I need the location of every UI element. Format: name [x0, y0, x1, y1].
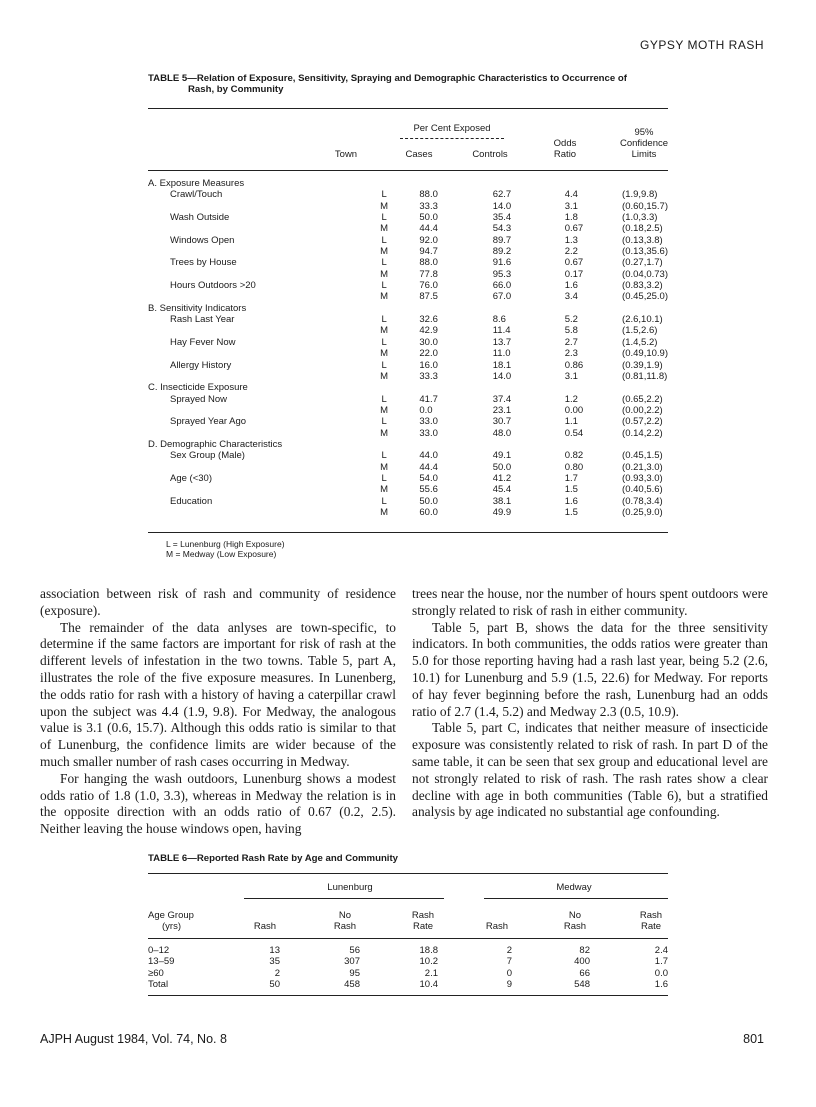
table5-cell-ci: (0.93,3.0) — [622, 472, 663, 484]
table5-cell-odds-ratio: 1.7 — [564, 472, 578, 484]
table5-cell-ci: (0.83,3.2) — [622, 280, 663, 292]
table5-top-rule — [148, 108, 668, 109]
table6-bottom-rule — [148, 995, 668, 996]
table5-cell-odds-ratio: 3.4 — [564, 291, 578, 303]
table5-cell-odds-ratio: 4.4 — [564, 189, 578, 201]
table5-cell-odds-ratio: 0.80 — [564, 461, 584, 473]
table5-cell-town: L — [381, 450, 387, 462]
table6-cell-l-rash: 13 — [269, 945, 280, 956]
table5-section-row — [148, 382, 668, 393]
table5-cell-ci: (0.60,15.7) — [622, 200, 668, 212]
table5-row — [148, 235, 668, 246]
table5-footnote-m: M = Medway (Low Exposure) — [166, 549, 277, 559]
table5-row — [148, 337, 668, 348]
table5-cell-label: Sprayed Year Ago — [170, 416, 247, 428]
table5-cell-label: Sex Group (Male) — [170, 450, 245, 462]
table5-cell-controls: 89.2 — [492, 246, 512, 258]
table5-cell-label — [148, 371, 351, 382]
table5-cell-label — [148, 405, 351, 416]
table5-header-ratio: Ratio — [553, 149, 577, 160]
table5-cell-label — [148, 325, 351, 336]
footer-citation: AJPH August 1984, Vol. 74, No. 8 — [40, 1032, 227, 1046]
table5-cell-cases — [417, 178, 466, 189]
table5-cell-controls: 30.7 — [492, 416, 512, 428]
table6-cell-m-rate: 1.7 — [654, 956, 668, 968]
table5-cell-label — [148, 462, 351, 473]
table5-cell-controls: 54.3 — [492, 223, 512, 235]
table5-cell-odds-ratio: 2.3 — [564, 348, 578, 360]
table5-header-town: Town — [334, 149, 358, 160]
table6-cell-m-rash: 0 — [506, 967, 512, 979]
table5-row — [148, 212, 668, 223]
table5-cell-controls — [467, 303, 561, 314]
table5-cell-label — [148, 507, 351, 518]
table5-cell-town: L — [381, 472, 387, 484]
table6-cell-l-rate: 2.1 — [424, 967, 438, 979]
table5-cell-controls: 35.4 — [492, 212, 512, 224]
table5-cell-controls: 14.0 — [492, 370, 512, 382]
table5-cell-cases: 77.8 — [419, 268, 438, 280]
table5-cell-cases: 41.7 — [419, 393, 438, 405]
table5-cell-label: B. Sensitivity Indicators — [148, 302, 247, 314]
table5-cell-cases: 0.0 — [419, 404, 433, 416]
table5-cell-ci: (0.45,25.0) — [622, 291, 668, 303]
table5-cell-ci: (0.81,11.8) — [622, 370, 668, 382]
table6-row — [148, 945, 668, 956]
table5 — [148, 178, 668, 518]
table5-cell-odds-ratio: 0.54 — [564, 427, 584, 439]
table5-cell-ci: (0.40,5.6) — [622, 484, 663, 496]
table6-cell-l-no: 95 — [349, 967, 360, 979]
table6-cell-m-no: 400 — [574, 956, 590, 968]
table5-cell-town: M — [380, 200, 389, 212]
table5-footnote-l: L = Lunenburg (High Exposure) — [166, 539, 285, 549]
table5-cell-town: M — [380, 246, 389, 258]
table5-cell-odds-ratio: 0.67 — [564, 257, 584, 269]
table5-cell-town: M — [380, 325, 389, 337]
table5-cell-ci: (0.04,0.73) — [622, 268, 668, 280]
table6-header-l-rash-rate-2: Rate — [412, 921, 434, 932]
table5-cell-ci: (0.65,2.2) — [622, 393, 663, 405]
table5-cell-odds-ratio: 2.7 — [564, 336, 578, 348]
table5-cell-ci: (0.18,2.5) — [622, 223, 663, 235]
table5-header-rule — [148, 170, 668, 171]
table5-cell-controls: 66.0 — [492, 280, 512, 292]
table5-cell-label: Allergy History — [170, 359, 232, 371]
table6-cell-age: 13–59 — [148, 956, 175, 968]
table5-row — [148, 348, 668, 359]
table5-cell-label — [148, 246, 351, 257]
table5-cell-ci: (1.5,2.6) — [622, 325, 658, 337]
table5-cell-town: M — [380, 506, 389, 518]
table5-cell-odds-ratio: 0.86 — [564, 359, 584, 371]
table6-header-m-rash-rate-2: Rate — [640, 921, 662, 932]
table5-cell-controls: 11.4 — [492, 325, 511, 337]
table5-cell-odds-ratio: 3.1 — [564, 200, 578, 212]
table6-row — [148, 968, 668, 979]
table5-cell-ci: (0.57,2.2) — [622, 416, 663, 428]
table5-header-ci1: 95% — [634, 127, 654, 138]
table5-cell-controls: 13.7 — [492, 336, 512, 348]
body-paragraph: Table 5, part B, shows the data for the three sensitivity indicators. In both communities, the odds ratios were greater than 5.0 for those reporting having had a rash last year, being 5.2 (2.6, 10.1) for Lunenburg and 5.9 (1.5, 22.6) for Medway. For reports of hay fever beginning before the rash, Lunenburg had an odds ratio of 2.7 (1.4, 5.2) and Medway 2.3 (0.5, 10.9). — [412, 619, 768, 719]
table6-cell-l-rate: 10.2 — [419, 956, 438, 968]
table5-cell-label: D. Demographic Characteristics — [148, 438, 283, 450]
table5-cell-town: L — [381, 336, 387, 348]
table5-section-row — [148, 303, 668, 314]
table6-cell-l-no: 458 — [344, 979, 360, 991]
body-column-right — [412, 586, 768, 821]
table5-cell-controls: 50.0 — [492, 461, 512, 473]
table5-row — [148, 246, 668, 257]
table5-cell-label: Wash Outside — [170, 212, 230, 224]
table5-caption-line1: TABLE 5—Relation of Exposure, Sensitivity, Spraying and Demographic Characteristics to Occurrence of — [148, 73, 627, 84]
table5-cell-cases: 32.6 — [419, 314, 438, 326]
table5-cell-odds-ratio: 1.1 — [564, 416, 578, 428]
table6-header-m-no-rash: Rash — [563, 921, 587, 932]
table6-cell-l-rate: 10.4 — [419, 979, 438, 991]
table5-cell-town: M — [380, 348, 389, 360]
table5-cell-odds-ratio: 1.5 — [564, 484, 578, 496]
table5-cell-label — [148, 428, 351, 439]
table5-cell-ci — [612, 382, 668, 393]
table5-cell-odds-ratio: 1.2 — [564, 393, 578, 405]
table5-cell-town: L — [381, 314, 387, 326]
table5-cell-ci: (0.49,10.9) — [622, 348, 668, 360]
table5-cell-cases: 87.5 — [419, 291, 438, 303]
table5-cell-odds-ratio: 0.17 — [564, 268, 584, 280]
table5-cell-odds-ratio: 5.2 — [564, 314, 578, 326]
table5-cell-ci: (0.13,35.6) — [622, 246, 668, 258]
table5-cell-cases: 22.0 — [419, 348, 438, 360]
table5-header-controls: Controls — [472, 149, 508, 160]
table6-lunenburg-rule — [244, 898, 444, 899]
table5-cell-town: M — [380, 427, 389, 439]
table5-row — [148, 314, 668, 325]
table5-cell-controls: 67.0 — [492, 291, 512, 303]
table6-cell-l-no: 56 — [349, 945, 360, 956]
table5-cell-cases — [417, 382, 466, 393]
table6-header-age-group: Age Group — [148, 910, 194, 921]
table6-cell-m-no: 548 — [574, 979, 590, 991]
table6-header-l-rash: Rash — [253, 921, 277, 932]
table5-section-row — [148, 439, 668, 450]
table5-row — [148, 405, 668, 416]
table5-cell-ci: (0.13,3.8) — [622, 234, 663, 246]
table5-cell-cases — [417, 303, 466, 314]
table5-cell-odds-ratio: 3.1 — [564, 370, 578, 382]
table5-cell-odds-ratio — [561, 303, 612, 314]
table5-cell-label: A. Exposure Measures — [148, 178, 245, 189]
table6-cell-l-rash: 35 — [269, 956, 280, 968]
table6-header-l-no: No — [338, 910, 352, 921]
table5-cell-label — [148, 291, 351, 302]
table6-cell-m-rate: 1.6 — [654, 979, 668, 991]
table5-cell-cases: 55.6 — [419, 484, 438, 496]
table5-cell-controls: 18.1 — [492, 359, 512, 371]
table5-cell-town — [351, 382, 418, 393]
table5-cell-town: M — [380, 291, 389, 303]
table5-cell-cases: 33.0 — [419, 427, 438, 439]
table6-cell-m-rash: 9 — [506, 979, 512, 991]
table5-cell-town: M — [380, 370, 389, 382]
table5-cell-cases: 50.0 — [419, 495, 438, 507]
table6-header-medway: Medway — [556, 882, 592, 893]
table5-cell-ci: (0.27,1.7) — [622, 257, 663, 269]
table5-row — [148, 325, 668, 336]
table5-cell-town: L — [381, 393, 387, 405]
table6-top-rule — [148, 873, 668, 874]
table5-cell-odds-ratio: 1.8 — [564, 212, 578, 224]
table5-cell-ci: (1.0,3.3) — [622, 212, 658, 224]
table6-cell-l-no: 307 — [344, 956, 360, 968]
table5-cell-controls: 48.0 — [492, 427, 512, 439]
table5-cell-label — [148, 269, 351, 280]
table5-cell-odds-ratio: 1.3 — [564, 234, 578, 246]
table5-cell-odds-ratio: 2.2 — [564, 246, 578, 258]
table5-cell-ci: (0.00,2.2) — [622, 404, 663, 416]
table6-header-m-no: No — [568, 910, 582, 921]
table5-cell-label: Education — [170, 495, 213, 507]
table5-cell-controls — [467, 439, 561, 450]
table5-cell-label — [148, 223, 351, 234]
table5-row — [148, 507, 668, 518]
table5-row — [148, 269, 668, 280]
table5-cell-ci — [612, 303, 668, 314]
table5-section-row — [148, 178, 668, 189]
body-paragraph: For hanging the wash outdoors, Lunenburg shows a modest odds ratio of 1.8 (1.0, 3.3), whereas in Medway the relation is in the opposite direction with an odds ratio of 0.67 (0.2, 2.5). Neither leaving the house windows open, having — [40, 770, 396, 837]
table5-cell-town: M — [380, 461, 389, 473]
table5-row — [148, 291, 668, 302]
table6-cell-m-no: 66 — [579, 967, 590, 979]
table5-cell-odds-ratio: 0.82 — [564, 450, 584, 462]
table5-cell-ci: (0.14,2.2) — [622, 427, 663, 439]
table6-header-m-rash-rate-1: Rash — [639, 910, 663, 921]
table5-cell-cases: 33.0 — [419, 416, 438, 428]
table5-cell-town — [351, 439, 418, 450]
table6-row — [148, 979, 668, 990]
body-paragraph: association between risk of rash and community of residence (exposure). — [40, 586, 396, 618]
table5-cell-ci: (2.6,10.1) — [622, 314, 663, 326]
body-paragraph: trees near the house, nor the number of hours spent outdoors were strongly related to risk of rash in either community. — [412, 586, 768, 618]
table5-caption — [148, 73, 668, 95]
table6 — [148, 945, 668, 990]
table6-cell-m-rate: 0.0 — [654, 967, 668, 979]
table5-row — [148, 496, 668, 507]
table5-cell-ci: (0.21,3.0) — [622, 461, 663, 473]
table5-cell-odds-ratio: 1.6 — [564, 495, 578, 507]
table5-cell-label — [148, 201, 351, 212]
body-paragraph: Table 5, part C, indicates that neither measure of insecticide exposure was consistently related to risk of rash. In part D of the same table, it can be seen that sex group and educational level are not strongly related to risk of rash. The rash rates show a clear decline with age in both communities (Table 6), but a stratified analysis by age indicated no substantial age confounding. — [412, 720, 768, 820]
table6-header-l-rash-rate-1: Rash — [411, 910, 435, 921]
table5-cell-ci: (1.4,5.2) — [622, 336, 658, 348]
table5-cell-town: M — [380, 484, 389, 496]
table6-cell-m-no: 82 — [579, 945, 590, 956]
table5-cell-controls: 11.0 — [492, 348, 511, 360]
table5-cell-odds-ratio — [561, 178, 612, 189]
table6-row — [148, 956, 668, 967]
table5-cell-label: C. Insecticide Exposure — [148, 382, 248, 394]
table5-cell-controls: 62.7 — [492, 189, 512, 201]
table5-cell-label: Crawl/Touch — [170, 189, 223, 201]
table5-row — [148, 223, 668, 234]
table5-cell-controls: 37.4 — [492, 393, 512, 405]
table5-cell-label: Hay Fever Now — [170, 336, 236, 348]
table5-row — [148, 428, 668, 439]
table6-cell-m-rash: 7 — [506, 956, 512, 968]
table5-cell-cases: 92.0 — [419, 234, 438, 246]
table6-medway-rule — [484, 898, 668, 899]
table5-cell-cases: 44.4 — [419, 223, 438, 235]
table5-cell-ci — [612, 178, 668, 189]
table5-row — [148, 371, 668, 382]
table5-row — [148, 450, 668, 461]
table5-cell-cases: 88.0 — [419, 189, 438, 201]
table5-cell-ci: (0.78,3.4) — [622, 495, 663, 507]
table5-header-span-rule — [400, 138, 504, 139]
table5-cell-controls: 41.2 — [492, 472, 512, 484]
table6-cell-m-rash: 2 — [506, 945, 512, 956]
table5-cell-controls: 45.4 — [492, 484, 512, 496]
table5-cell-cases: 44.0 — [419, 450, 438, 462]
table5-cell-town: L — [381, 212, 387, 224]
table5-row — [148, 189, 668, 200]
table5-header-per-cent-exposed: Per Cent Exposed — [413, 123, 491, 134]
table5-cell-controls: 49.1 — [492, 450, 512, 462]
table5-row — [148, 257, 668, 268]
table5-cell-label: Hours Outdoors >20 — [170, 280, 256, 292]
table6-header-yrs: (yrs) — [162, 921, 181, 932]
table5-caption-line2: Rash, by Community — [188, 84, 284, 95]
footer-page-number: 801 — [743, 1032, 764, 1046]
table5-cell-label: Trees by House — [170, 257, 237, 269]
body-paragraph: The remainder of the data anlyses are town-specific, to determine if the same factors are important for risk of rash at the different levels of infestation in the two towns. Table 5, part A, illustrates the role of the five exposure measures. In Lunenberg, the odds ratio for rash with a history of having a caterpillar crawl upon the subject was 4.4 (1.9, 9.8). For Medway, the analogous value is 3.1 (0.6, 15.7). Although this odds ratio is similar to that of Lunenburg, the confidence limits are wider because of the much smaller number of rash cases occurring in Medway. — [40, 619, 396, 769]
table5-bottom-rule — [148, 532, 668, 533]
table5-cell-town: L — [381, 189, 387, 201]
table5-cell-cases: 16.0 — [419, 359, 438, 371]
table5-cell-town: M — [380, 223, 389, 235]
table5-cell-cases: 54.0 — [419, 472, 438, 484]
table5-cell-town: L — [381, 359, 387, 371]
table5-cell-cases — [417, 439, 466, 450]
table5-row — [148, 360, 668, 371]
table5-cell-odds-ratio: 5.8 — [564, 325, 578, 337]
table6-header-rule — [148, 938, 668, 939]
table5-cell-controls — [467, 382, 561, 393]
table6-cell-age: Total — [148, 979, 169, 991]
table5-header-cases: Cases — [405, 149, 433, 160]
table5-row — [148, 394, 668, 405]
table5-row — [148, 280, 668, 291]
table5-cell-controls: 49.9 — [492, 506, 512, 518]
table5-row — [148, 462, 668, 473]
table6-header-lunenburg: Lunenburg — [327, 882, 373, 893]
table5-cell-label: Windows Open — [170, 234, 235, 246]
table5-cell-cases: 50.0 — [419, 212, 438, 224]
table6-cell-age: 0–12 — [148, 945, 170, 956]
table5-cell-ci — [612, 439, 668, 450]
table5-cell-town: L — [381, 416, 387, 428]
table5-cell-controls: 38.1 — [492, 495, 512, 507]
table6-header-m-rash: Rash — [485, 921, 509, 932]
table5-cell-town: L — [381, 257, 387, 269]
table5-cell-cases: 94.7 — [419, 246, 438, 258]
table5-cell-controls: 91.6 — [492, 257, 512, 269]
table5-cell-odds-ratio: 1.5 — [564, 506, 578, 518]
table5-cell-town — [351, 303, 418, 314]
table5-cell-cases: 76.0 — [419, 280, 438, 292]
table5-row — [148, 473, 668, 484]
table5-cell-town: L — [381, 280, 387, 292]
table6-cell-l-rash: 2 — [274, 967, 280, 979]
table6-cell-l-rash: 50 — [269, 979, 280, 991]
table5-cell-controls: 89.7 — [492, 234, 512, 246]
table5-cell-odds-ratio: 0.67 — [564, 223, 584, 235]
table5-row — [148, 201, 668, 212]
table6-cell-l-rate: 18.8 — [419, 945, 438, 956]
table5-cell-odds-ratio: 0.00 — [564, 404, 584, 416]
table5-cell-town: L — [381, 495, 387, 507]
table5-row — [148, 416, 668, 427]
table5-cell-controls: 14.0 — [492, 200, 512, 212]
table6-cell-age: ≥60 — [148, 967, 164, 979]
table6-header-l-no-rash: Rash — [333, 921, 357, 932]
running-head: GYPSY MOTH RASH — [640, 38, 764, 52]
table5-cell-odds-ratio — [561, 439, 612, 450]
table5-cell-cases: 33.3 — [419, 200, 438, 212]
table5-header-ci3: Limits — [631, 149, 657, 160]
table5-cell-cases: 30.0 — [419, 336, 438, 348]
table5-header-ci2: Confidence — [619, 138, 669, 149]
table5-cell-controls — [467, 178, 561, 189]
table5-cell-label: Age (<30) — [170, 472, 212, 484]
table5-cell-ci: (1.9,9.8) — [622, 189, 658, 201]
table5-cell-controls: 95.3 — [492, 268, 512, 280]
table5-cell-odds-ratio: 1.6 — [564, 280, 578, 292]
table5-cell-label: Sprayed Now — [170, 393, 228, 405]
table5-header-odds: Odds — [553, 138, 577, 149]
table5-cell-cases: 60.0 — [419, 506, 438, 518]
table5-cell-cases: 33.3 — [419, 370, 438, 382]
body-column-left — [40, 586, 396, 838]
table5-cell-cases: 88.0 — [419, 257, 438, 269]
table6-cell-m-rate: 2.4 — [654, 945, 668, 956]
table5-cell-cases: 42.9 — [419, 325, 438, 337]
table5-cell-town: M — [380, 268, 389, 280]
table5-cell-ci: (0.25,9.0) — [622, 506, 663, 518]
table5-cell-label — [148, 348, 351, 359]
table5-cell-controls: 23.1 — [492, 404, 512, 416]
table5-cell-label: Rash Last Year — [170, 314, 235, 326]
table5-cell-controls: 8.6 — [492, 314, 506, 326]
table5-cell-town: L — [381, 234, 387, 246]
table5-cell-ci: (0.45,1.5) — [622, 450, 663, 462]
table5-cell-cases: 44.4 — [419, 461, 438, 473]
table5-cell-label — [148, 484, 351, 495]
table5-row — [148, 484, 668, 495]
table5-cell-ci: (0.39,1.9) — [622, 359, 663, 371]
table5-cell-town: M — [380, 404, 389, 416]
table5-cell-odds-ratio — [561, 382, 612, 393]
table6-caption: TABLE 6—Reported Rash Rate by Age and Community — [148, 853, 398, 864]
table5-cell-town — [351, 178, 418, 189]
